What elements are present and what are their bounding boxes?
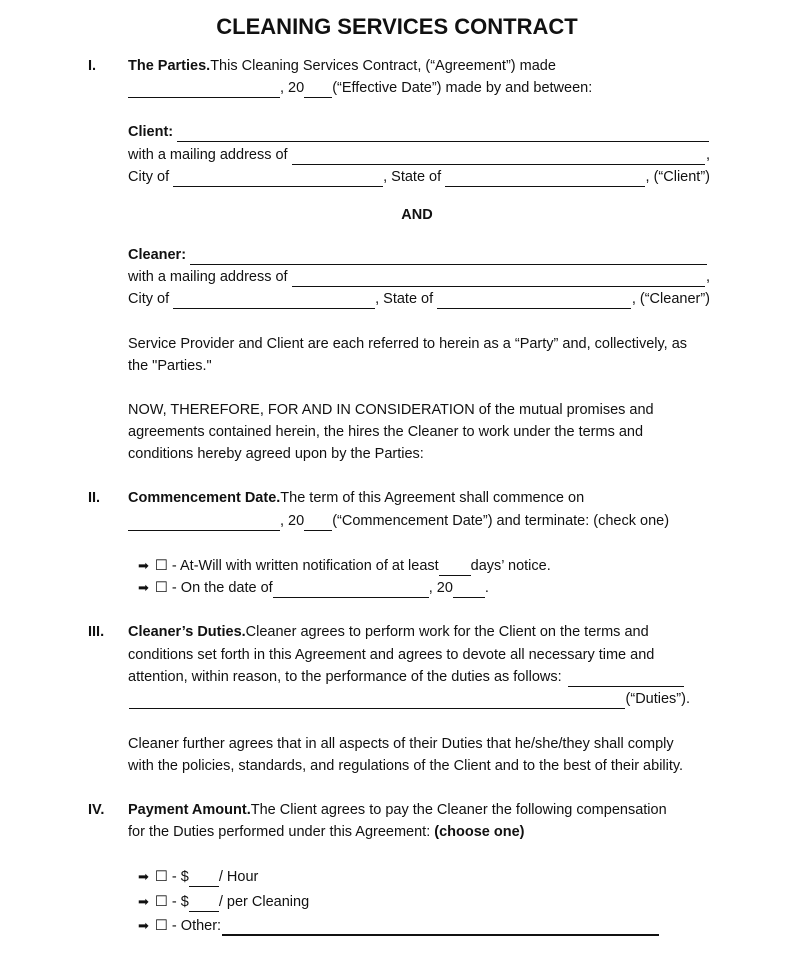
text: , (“Client”) <box>645 169 710 185</box>
duties-field-2[interactable] <box>129 694 625 709</box>
section-heading: Payment Amount. <box>128 802 251 818</box>
text: , 20 <box>280 80 305 96</box>
text: , 20 <box>280 513 305 529</box>
client-name-field[interactable] <box>177 127 709 142</box>
arrow-icon: ➡ <box>138 558 149 573</box>
other-field[interactable] <box>222 920 659 936</box>
date-blank[interactable] <box>128 83 280 98</box>
text: (“Effective Date”) made by and between: <box>332 80 593 96</box>
text: with a mailing address of <box>128 147 288 163</box>
option-on-date[interactable]: ☐ - On the date of <box>154 580 273 596</box>
text: , 20 <box>428 580 453 596</box>
client-address-field[interactable] <box>292 150 705 165</box>
section-number: III. <box>88 624 105 640</box>
option-hourly[interactable]: ☐ - $ <box>154 869 189 885</box>
year-blank[interactable] <box>453 583 485 598</box>
date-blank[interactable] <box>128 516 280 531</box>
paragraph-line: agreements contained herein, the hires the Cleaner to work under the terms and <box>128 424 644 440</box>
section-heading: Cleaner’s Duties. <box>128 624 246 640</box>
text: Cleaner agrees to perform work for the Client on the terms and <box>245 624 649 640</box>
client-label: Client: <box>128 124 174 140</box>
arrow-icon: ➡ <box>138 918 149 933</box>
text: , <box>705 269 710 285</box>
text: with a mailing address of <box>128 269 288 285</box>
paragraph-line: conditions set forth in this Agreement and agrees to devote all necessary time and <box>128 647 655 663</box>
cleaner-label: Cleaner: <box>128 247 187 263</box>
paragraph-line: NOW, THEREFORE, FOR AND IN CONSIDERATION of the mutual promises and <box>128 402 654 418</box>
document-title: CLEANING SERVICES CONTRACT <box>216 14 578 39</box>
text: City of <box>128 291 170 307</box>
option-at-will[interactable]: ☐ - At-Will with written notification of at least <box>154 558 439 574</box>
text: This Cleaning Services Contract, (“Agreement”) made <box>210 58 556 74</box>
paragraph-line: Service Provider and Client are each referred to herein as a “Party” and, collectively, as <box>128 336 688 352</box>
text: The Client agrees to pay the Cleaner the following compensation <box>250 802 667 818</box>
text: attention, within reason, to the performance of the duties as follows: <box>128 669 562 685</box>
text: days’ notice. <box>470 558 551 574</box>
duties-field[interactable] <box>568 672 684 687</box>
rate-blank[interactable] <box>189 872 219 887</box>
cleaner-city-field[interactable] <box>173 294 375 309</box>
section-number: IV. <box>88 802 105 818</box>
arrow-icon: ➡ <box>138 580 149 595</box>
year-blank[interactable] <box>304 83 332 98</box>
text: , <box>705 147 710 163</box>
section-number: II. <box>88 490 101 506</box>
text: (“Duties”). <box>625 691 690 707</box>
paragraph-line: Cleaner further agrees that in all aspects of their Duties that he/she/they shall comply <box>128 736 674 752</box>
paragraph-line: conditions hereby agreed upon by the Parties: <box>128 446 424 462</box>
section-heading: Commencement Date. <box>128 490 281 506</box>
cleaner-address-field[interactable] <box>292 272 705 287</box>
text: . <box>484 580 489 596</box>
option-per-cleaning[interactable]: ☐ - $ <box>154 894 189 910</box>
text: (choose one) <box>434 824 525 840</box>
client-city-field[interactable] <box>173 172 383 187</box>
section-number: I. <box>88 58 97 74</box>
arrow-icon: ➡ <box>138 869 149 884</box>
client-state-field[interactable] <box>445 172 644 187</box>
text: (“Commencement Date”) and terminate: (check one) <box>332 513 670 529</box>
text: / Hour <box>218 869 259 885</box>
paragraph-line: the "Parties." <box>128 358 212 374</box>
text: / per Cleaning <box>218 894 310 910</box>
option-other[interactable]: ☐ - Other: <box>154 918 222 934</box>
arrow-icon: ➡ <box>138 894 149 909</box>
cleaner-name-field[interactable] <box>190 250 707 265</box>
text: The term of this Agreement shall commence on <box>280 490 585 506</box>
text: , (“Cleaner”) <box>631 291 710 307</box>
paragraph-line: with the policies, standards, and regulations of the Client and to the best of their ability. <box>128 758 684 774</box>
text: City of <box>128 169 170 185</box>
date-blank[interactable] <box>273 583 429 598</box>
section-heading: The Parties. <box>128 58 211 74</box>
rate-blank[interactable] <box>189 897 219 912</box>
and-separator: AND <box>401 207 433 223</box>
days-blank[interactable] <box>439 561 471 576</box>
text: , State of <box>383 169 442 185</box>
year-blank[interactable] <box>304 516 332 531</box>
text: , State of <box>375 291 434 307</box>
text: for the Duties performed under this Agreement: <box>128 824 431 840</box>
cleaner-state-field[interactable] <box>437 294 631 309</box>
